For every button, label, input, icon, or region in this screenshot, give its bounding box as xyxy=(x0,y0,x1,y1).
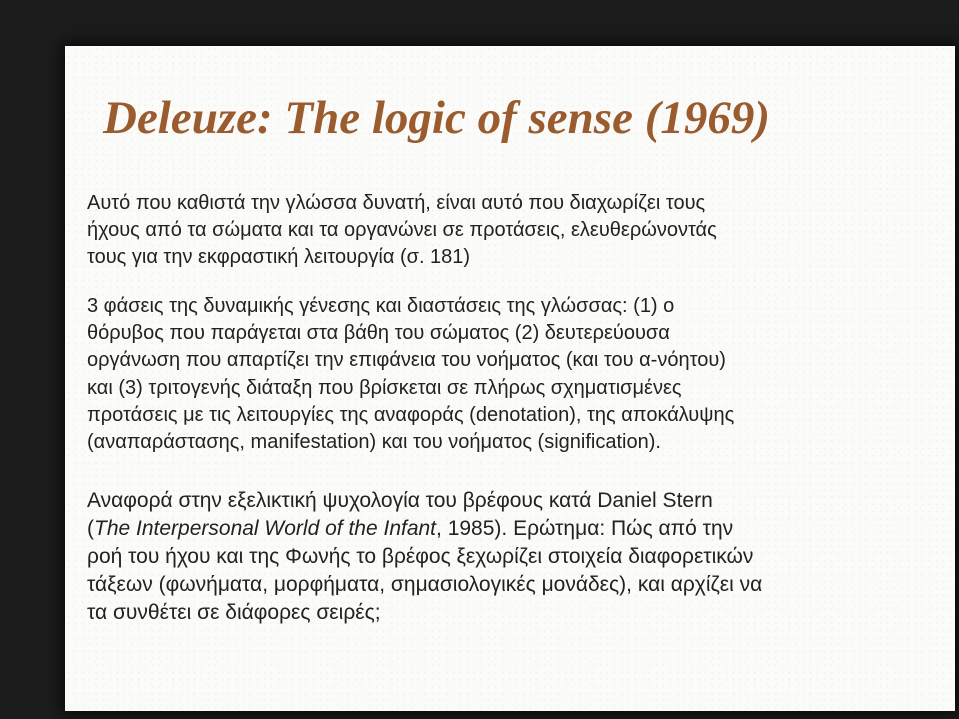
book-title: The Interpersonal World of the Infant xyxy=(94,517,437,540)
text-line: 3 φάσεις της δυναμικής γένεσης και διαστάσεις της γλώσσας: (1) ο xyxy=(87,295,675,317)
paragraph-stern-reference xyxy=(87,487,762,627)
text-line: οργάνωση που απαρτίζει την επιφάνεια του νοήματος (και του α-νόητου) xyxy=(87,349,726,372)
paragraph-sound-separation xyxy=(87,190,717,271)
citation-rest: , 1985). Ερώτημα: Πώς από την xyxy=(436,517,734,540)
slide-title: Deleuze: The logic of sense (1969) xyxy=(103,92,770,144)
text-line: Αυτό που καθιστά την γλώσσα δυνατή, είναι αυτό που διαχωρίζει τους xyxy=(87,192,706,214)
text-line: τα συνθέτει σε διάφορες σειρές; xyxy=(87,601,381,624)
citation-open: ( xyxy=(87,517,94,540)
text-line-citation xyxy=(87,515,762,543)
text-line: ροή του ήχου και της Φωνής το βρέφος ξεχωρίζει στοιχεία διαφορετικών xyxy=(87,545,754,568)
text-line: και (3) τριτογενής διάταξη που βρίσκεται σε πλήρως σχηματισμένες xyxy=(87,376,682,399)
text-line: ήχους από τα σώματα και τα οργανώνει σε προτάσεις, ελευθερώνοντάς xyxy=(87,219,717,241)
text-line: Αναφορά στην εξελικτική ψυχολογία του βρέφους κατά Daniel Stern xyxy=(87,489,713,512)
text-line: τους για την εκφραστική λειτουργία (σ. 181) xyxy=(87,246,471,268)
text-line: τάξεων (φωνήματα, μορφήματα, σημασιολογικές μονάδες), και αρχίζει να xyxy=(87,573,763,596)
text-line: (αναπαράστασης, manifestation) και του νοήματος (signification). xyxy=(87,431,661,454)
paragraph-three-phases xyxy=(87,293,734,456)
text-line: θόρυβος που παράγεται στα βάθη του σώματος (2) δευτερεύουσα xyxy=(87,322,670,345)
text-line: προτάσεις με τις λειτουργίες της αναφοράς (denotation), της αποκάλυψης xyxy=(87,403,735,426)
